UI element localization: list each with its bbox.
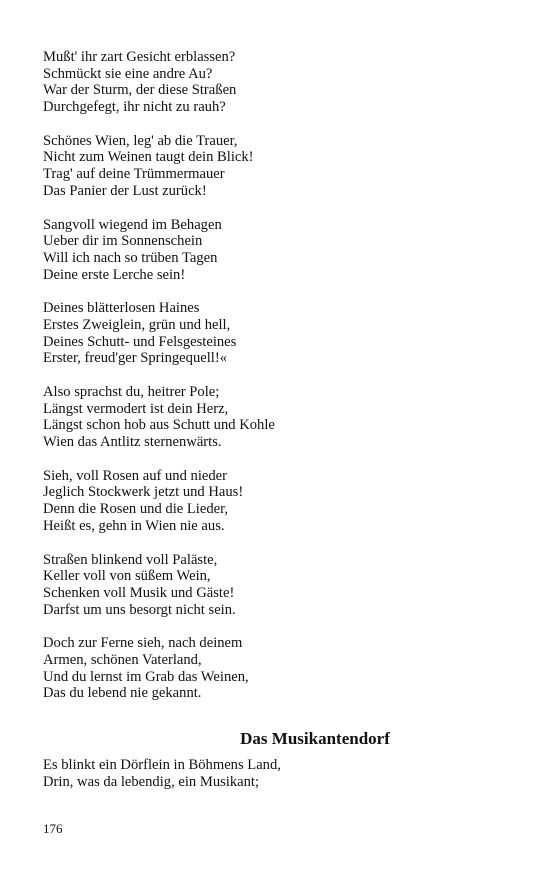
poem-line: Also sprachst du, heitrer Pole;: [43, 384, 220, 400]
poem-line: Jeglich Stockwerk jetzt und Haus!: [43, 484, 244, 501]
stanza: [43, 133, 503, 200]
poem-line: Deines Schutt- und Felsgesteines: [43, 333, 237, 350]
poem-line: Ueber dir im Sonnenschein: [43, 233, 203, 250]
poem-title: Das Musikantendorf: [240, 729, 390, 748]
poem-line: Längst schon hob aus Schutt und Kohle: [43, 417, 275, 434]
poem-line: Es blinkt ein Dörflein in Böhmens Land,: [43, 757, 281, 773]
next-poem-body: [43, 757, 503, 790]
stanza: [43, 217, 503, 284]
poem-line: War der Sturm, der diese Straßen: [43, 82, 237, 99]
poem-line: Sieh, voll Rosen auf und nieder: [43, 467, 228, 484]
poem-line: Nicht zum Weinen taugt dein Blick!: [43, 149, 254, 166]
poem-line: Erster, freud'ger Springequell!«: [43, 350, 227, 367]
stanza: [43, 300, 503, 367]
poem-line: Längst vermodert ist dein Herz,: [43, 400, 229, 417]
poem-line: Deines blätterlosen Haines: [43, 300, 200, 317]
poem-line: Will ich nach so trüben Tagen: [43, 249, 218, 266]
poem-body: [43, 49, 503, 719]
poem-line: Heißt es, gehn in Wien nie aus.: [43, 517, 225, 534]
poem-line: Denn die Rosen und die Lieder,: [43, 501, 229, 518]
poem-line: Sangvoll wiegend im Behagen: [43, 216, 222, 233]
poem-line: Und du lernst im Grab das Weinen,: [43, 668, 249, 685]
page-number: 176: [43, 821, 63, 836]
poem-line: Deine erste Lerche sein!: [43, 266, 186, 283]
poem-line: Keller voll von süßem Wein,: [43, 568, 211, 585]
poem-line: Drin, was da lebendig, ein Musikant;: [43, 773, 260, 790]
poem-line: Darfst um uns besorgt nicht sein.: [43, 601, 236, 618]
poem-line: Das Panier der Lust zurück!: [43, 182, 207, 199]
poem-line: Schönes Wien, leg' ab die Trauer,: [43, 132, 238, 149]
poem-line: Straßen blinkend voll Paläste,: [43, 551, 218, 568]
stanza: [43, 635, 503, 702]
poem-line: Trag' auf deine Trümmermauer: [43, 166, 225, 183]
stanza: [43, 468, 503, 535]
poem-line: Schenken voll Musik und Gäste!: [43, 584, 235, 601]
poem-line: Doch zur Ferne sieh, nach deinem: [43, 635, 243, 652]
poem-line: Wien das Antlitz sternenwärts.: [43, 434, 222, 451]
poem-line: Armen, schönen Vaterland,: [43, 651, 202, 668]
poem-line: Mußt' ihr zart Gesicht erblassen?: [43, 49, 236, 65]
poem-line: Erstes Zweiglein, grün und hell,: [43, 316, 231, 333]
stanza: [43, 384, 503, 451]
poem-line: Das du lebend nie gekannt.: [43, 685, 202, 702]
stanza: [43, 49, 503, 116]
poem-line: Durchgefegt, ihr nicht zu rauh?: [43, 99, 226, 116]
stanza: [43, 552, 503, 619]
poem-line: Schmückt sie eine andre Au?: [43, 65, 213, 82]
